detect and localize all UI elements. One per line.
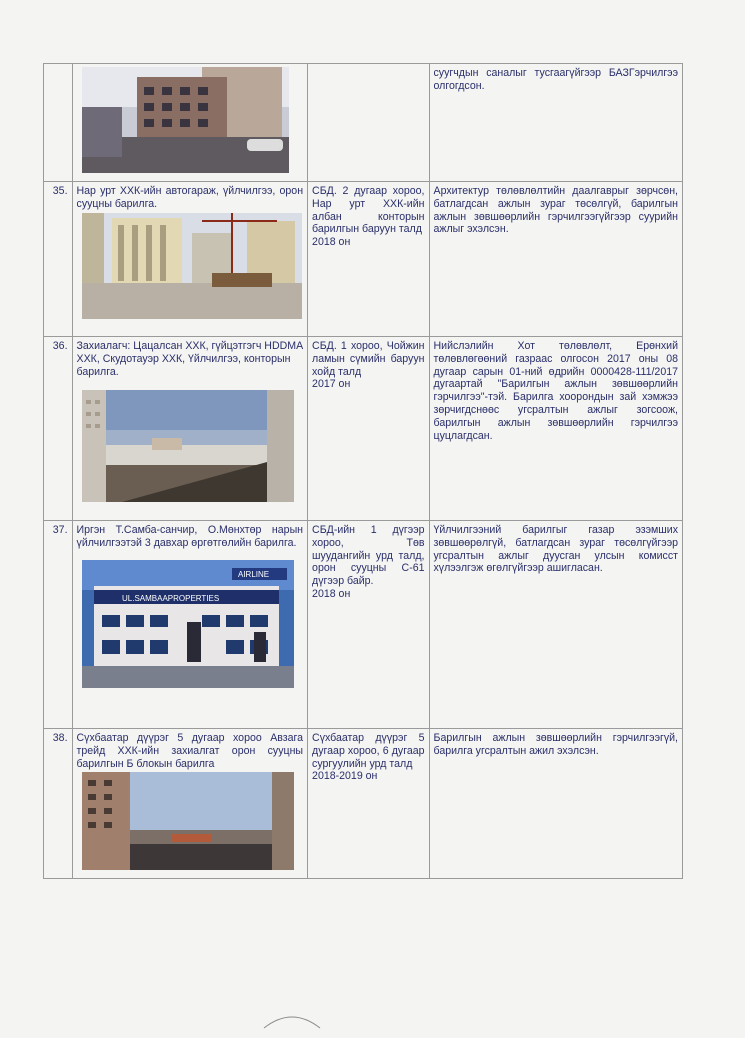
row-number: 37. [44, 521, 73, 729]
location-cell [308, 64, 429, 182]
location-cell: СБД-ийн 1 дүгээр хороо, Төв шуудангийн урд талд, орон сууцны С-61 дүгээр байр. 2018 он [308, 521, 429, 729]
finding-text: Үйлчилгээний барилгыг газар эзэмших зөвшөөрөлгүй, батлагдсан зураг төсөлгүйгээр угсралтын ажлыг дуусган улсын комисст хүлээлгэж өгөлгүйгээр ашигласан. [433, 524, 678, 575]
project-cell [72, 521, 308, 729]
table-row [44, 521, 683, 729]
site-photo [82, 772, 304, 870]
finding-cell [429, 337, 683, 521]
project-text: Иргэн Т.Самба-санчир, О.Мөнхтөр нарын үйлчилгээтэй 3 давхар өргөтгөлийн барилга. [76, 524, 304, 549]
row-number [44, 64, 73, 182]
table-row [44, 182, 683, 337]
project-cell [72, 729, 308, 879]
row-number: 38. [44, 729, 73, 879]
location-cell: СБД. 2 дугаар хороо, Нар урт ХХК-ийн албан конторын барилгын баруун талд 2018 он [308, 182, 429, 337]
finding-cell [429, 521, 683, 729]
location-cell: СБД. 1 хороо, Чойжин ламын сүмийн баруун хойд талд 2017 он [308, 337, 429, 521]
finding-cell [429, 182, 683, 337]
finding-text: Архитектур төлөвлөлтийн даалгаврыг зөрчсөн, батлагдсан ажлын зураг төсөлгүй, барилгын ажлын зөвшөөрлийн гэрчилгээгүйгээр суурийн ажлыг эхэлсэн. [433, 185, 678, 236]
finding-cell [429, 64, 683, 182]
finding-text: Нийслэлийн Хот төлөвлөлт, Ерөнхий төлөвлөгөөний газраас олгосон 2017 оны 08 дугаар сарын 01-ний өдрийн 0000428-111/2017 дугаартай "Барилгын ажлын зөвшөөрлийн гэрчилгээ"-тэй. Барилга хоорондын зай хэмжээ зөрчигдснөөс угсралтын ажлыг зогсоож, барилгын ажлын зөвшөөрлийн гэрчилгээ цуцлагдсан. [433, 340, 678, 442]
project-text: Сүхбаатар дүүрэг 5 дугаар хороо Авзага трейд ХХК-ийн захиалгат орон сууцны барилгын Б блокын барилга [76, 732, 304, 770]
svg-text:UL.SAMBAAPROPERTIES: UL.SAMBAAPROPERTIES [121, 593, 219, 603]
table-row [44, 729, 683, 879]
project-text: Нар урт ХХК-ийн автогараж, үйлчилгээ, орон сууцны барилга. [76, 185, 304, 210]
site-photo [82, 67, 304, 173]
construction-violations-table [43, 63, 683, 879]
finding-cell [429, 729, 683, 879]
project-cell [72, 337, 308, 521]
sign-text: AIRLINE [237, 569, 269, 579]
project-cell [72, 64, 308, 182]
site-photo [82, 213, 304, 319]
table-row [44, 64, 683, 182]
site-photo [82, 390, 304, 502]
finding-text: суугчдын саналыг тусгаагүйгээр БАЗГэрчилгээ олгогдсон. [433, 67, 678, 92]
site-photo [82, 560, 304, 688]
project-text: Захиалагч: Цацалсан ХХК, гүйцэтгэгч HDDMA ХХК, Скудотауэр ХХК, Үйлчилгээ, конторын барилга. [76, 340, 303, 378]
row-number: 35. [44, 182, 73, 337]
location-cell: Сүхбаатар дүүрэг 5 дугаар хороо, 6 дугаар сургуулийн урд талд 2018-2019 он [308, 729, 429, 879]
page-curl-mark [262, 998, 322, 1038]
row-number: 36. [44, 337, 73, 521]
table-row [44, 337, 683, 521]
project-cell [72, 182, 308, 337]
finding-text: Барилгын ажлын зөвшөөрлийн гэрчилгээгүй, барилга угсралтын ажил эхэлсэн. [433, 732, 678, 757]
